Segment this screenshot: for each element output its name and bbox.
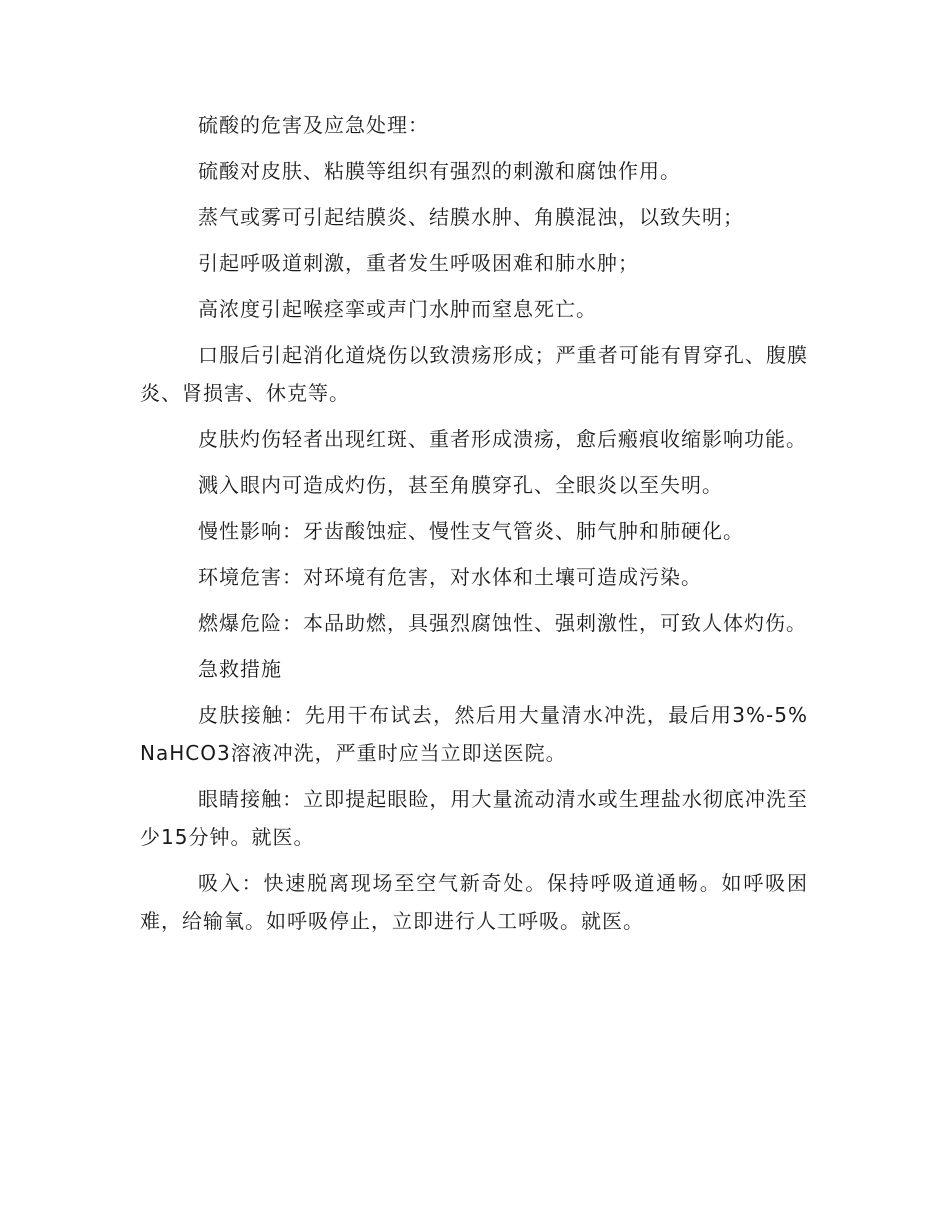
paragraph-vapor-eyes: 蒸气或雾可引起结膜炎、结膜水肿、角膜混浊，以致失明； — [198, 205, 744, 229]
paragraph-eye-contact: 眼睛接触：立即提起眼睑，用大量流动清水或生理盐水彻底冲洗至少15分钟。就医。 — [140, 787, 808, 849]
paragraph-skin-contact: 皮肤接触：先用干布试去，然后用大量清水冲洗，最后用3%-5%NaHCO3溶液冲洗，严重时应当立即送医院。 — [140, 703, 808, 765]
paragraph-eye-splash: 溅入眼内可造成灼伤，甚至角膜穿孔、全眼炎以至失明。 — [198, 473, 723, 497]
paragraph-inhalation: 吸入：快速脱离现场至空气新奇处。保持呼吸道通畅。如呼吸困难，给输氧。如呼吸停止，立即进行人工呼吸。就医。 — [140, 871, 808, 933]
paragraph-skin-mucosa: 硫酸对皮肤、粘膜等组织有强烈的刺激和腐蚀作用。 — [198, 159, 681, 183]
heading-hazards: 硫酸的危害及应急处理： — [198, 113, 429, 137]
paragraph-respiratory: 引起呼吸道刺激，重者发生呼吸困难和肺水肿； — [198, 251, 639, 275]
paragraph-oral: 口服后引起消化道烧伤以致溃疡形成；严重者可能有胃穿孔、腹膜炎、肾损害、休克等。 — [140, 343, 808, 405]
paragraph-fire-explosion: 燃爆危险：本品助燃，具强烈腐蚀性、强刺激性，可致人体灼伤。 — [198, 611, 807, 635]
document-page — [140, 106, 808, 940]
paragraph-skin-burn: 皮肤灼伤轻者出现红斑、重者形成溃疡，愈后瘢痕收缩影响功能。 — [198, 427, 807, 451]
paragraph-high-concentration: 高浓度引起喉痉挛或声门水肿而窒息死亡。 — [198, 297, 597, 321]
paragraph-environment: 环境危害：对环境有危害，对水体和土壤可造成污染。 — [198, 565, 702, 589]
heading-first-aid: 急救措施 — [198, 657, 282, 681]
paragraph-chronic: 慢性影响：牙齿酸蚀症、慢性支气管炎、肺气肿和肺硬化。 — [198, 519, 744, 543]
